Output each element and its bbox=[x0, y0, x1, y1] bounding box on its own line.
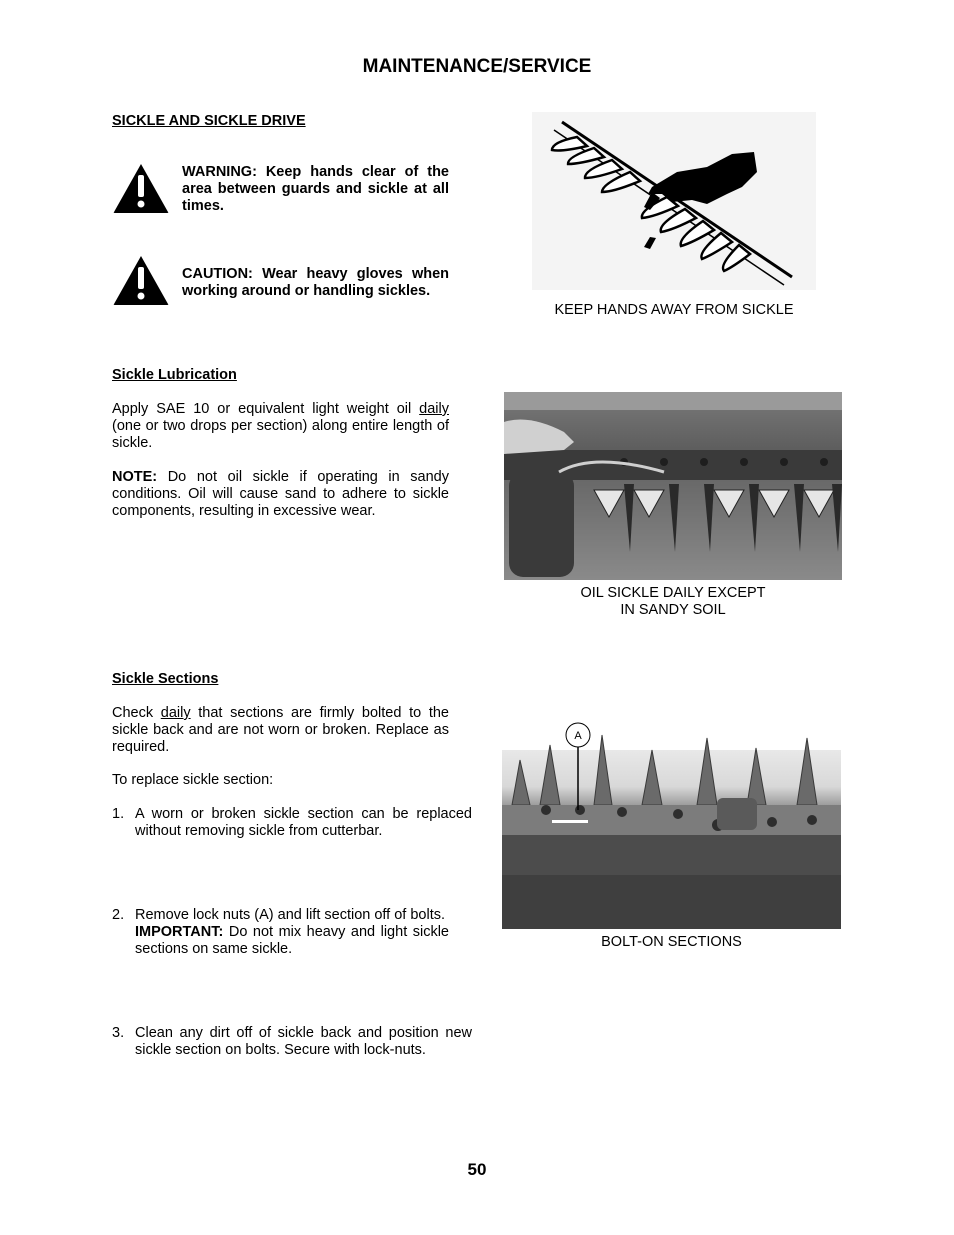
lubrication-paragraph bbox=[112, 401, 449, 452]
list-number: 2. bbox=[112, 907, 125, 923]
warning-triangle-icon bbox=[112, 162, 170, 214]
important-note bbox=[135, 924, 449, 958]
lubrication-note bbox=[112, 469, 449, 520]
page-title: MAINTENANCE/SERVICE bbox=[362, 56, 592, 77]
list-item bbox=[112, 806, 472, 840]
important-text: Do not mix heavy and light sickle sections on same sickle. bbox=[135, 924, 449, 957]
lubrication-emphasis: daily bbox=[419, 401, 449, 417]
note-label: NOTE: bbox=[112, 469, 158, 485]
list-item bbox=[112, 907, 472, 924]
oil-sickle-photo bbox=[504, 392, 842, 580]
sections-emphasis: daily bbox=[160, 705, 191, 721]
figure-caption-bolt-on: BOLT-ON SECTIONS bbox=[601, 934, 742, 950]
lubrication-text-2: (one or two drops per section) along entire length of sickle. bbox=[112, 418, 449, 451]
list-item bbox=[112, 1025, 472, 1059]
list-number: 1. bbox=[112, 806, 125, 822]
replace-intro: To replace sickle section: bbox=[112, 772, 274, 788]
note-text: Do not oil sickle if operating in sandy conditions. Oil will cause sand to adhere to sickle components, resulting in excessive wear. bbox=[112, 469, 449, 519]
sections-text-1: Check bbox=[112, 705, 161, 721]
callout-letter-a: A bbox=[574, 730, 582, 742]
list-number: 3. bbox=[112, 1025, 125, 1041]
list-text: A worn or broken sickle section can be replaced without removing sickle from cutterbar. bbox=[135, 806, 472, 839]
page-number: 50 bbox=[467, 1160, 487, 1179]
caution-text: CAUTION: Wear heavy gloves when working around or handling sickles. bbox=[182, 266, 449, 299]
keep-hands-away-illustration bbox=[532, 112, 816, 290]
sections-paragraph bbox=[112, 705, 449, 756]
figure-caption-keep-hands: KEEP HANDS AWAY FROM SICKLE bbox=[554, 302, 794, 318]
lubrication-text-1: Apply SAE 10 or equivalent light weight oil bbox=[112, 401, 420, 417]
list-text: Remove lock nuts (A) and lift section off of bolts. bbox=[135, 907, 446, 923]
figure-caption-oil-line1: OIL SICKLE DAILY EXCEPT bbox=[580, 585, 766, 601]
important-label: IMPORTANT: bbox=[135, 924, 224, 940]
sections-text-2: that sections are firmly bolted to the sickle back and are not worn or broken. Replace as required. bbox=[112, 705, 450, 755]
section-heading-sickle-drive: SICKLE AND SICKLE DRIVE bbox=[112, 113, 306, 129]
list-text: Clean any dirt off of sickle back and position new sickle section on bolts. Secure with lock-nuts. bbox=[135, 1025, 472, 1058]
section-heading-sections: Sickle Sections bbox=[112, 671, 219, 687]
bolt-on-sections-photo bbox=[502, 710, 841, 929]
caution-triangle-icon bbox=[112, 254, 170, 306]
section-heading-lubrication: Sickle Lubrication bbox=[112, 367, 237, 383]
figure-caption-oil-line2: IN SANDY SOIL bbox=[620, 602, 726, 618]
warning-text: WARNING: Keep hands clear of the area between guards and sickle at all times. bbox=[182, 164, 449, 214]
